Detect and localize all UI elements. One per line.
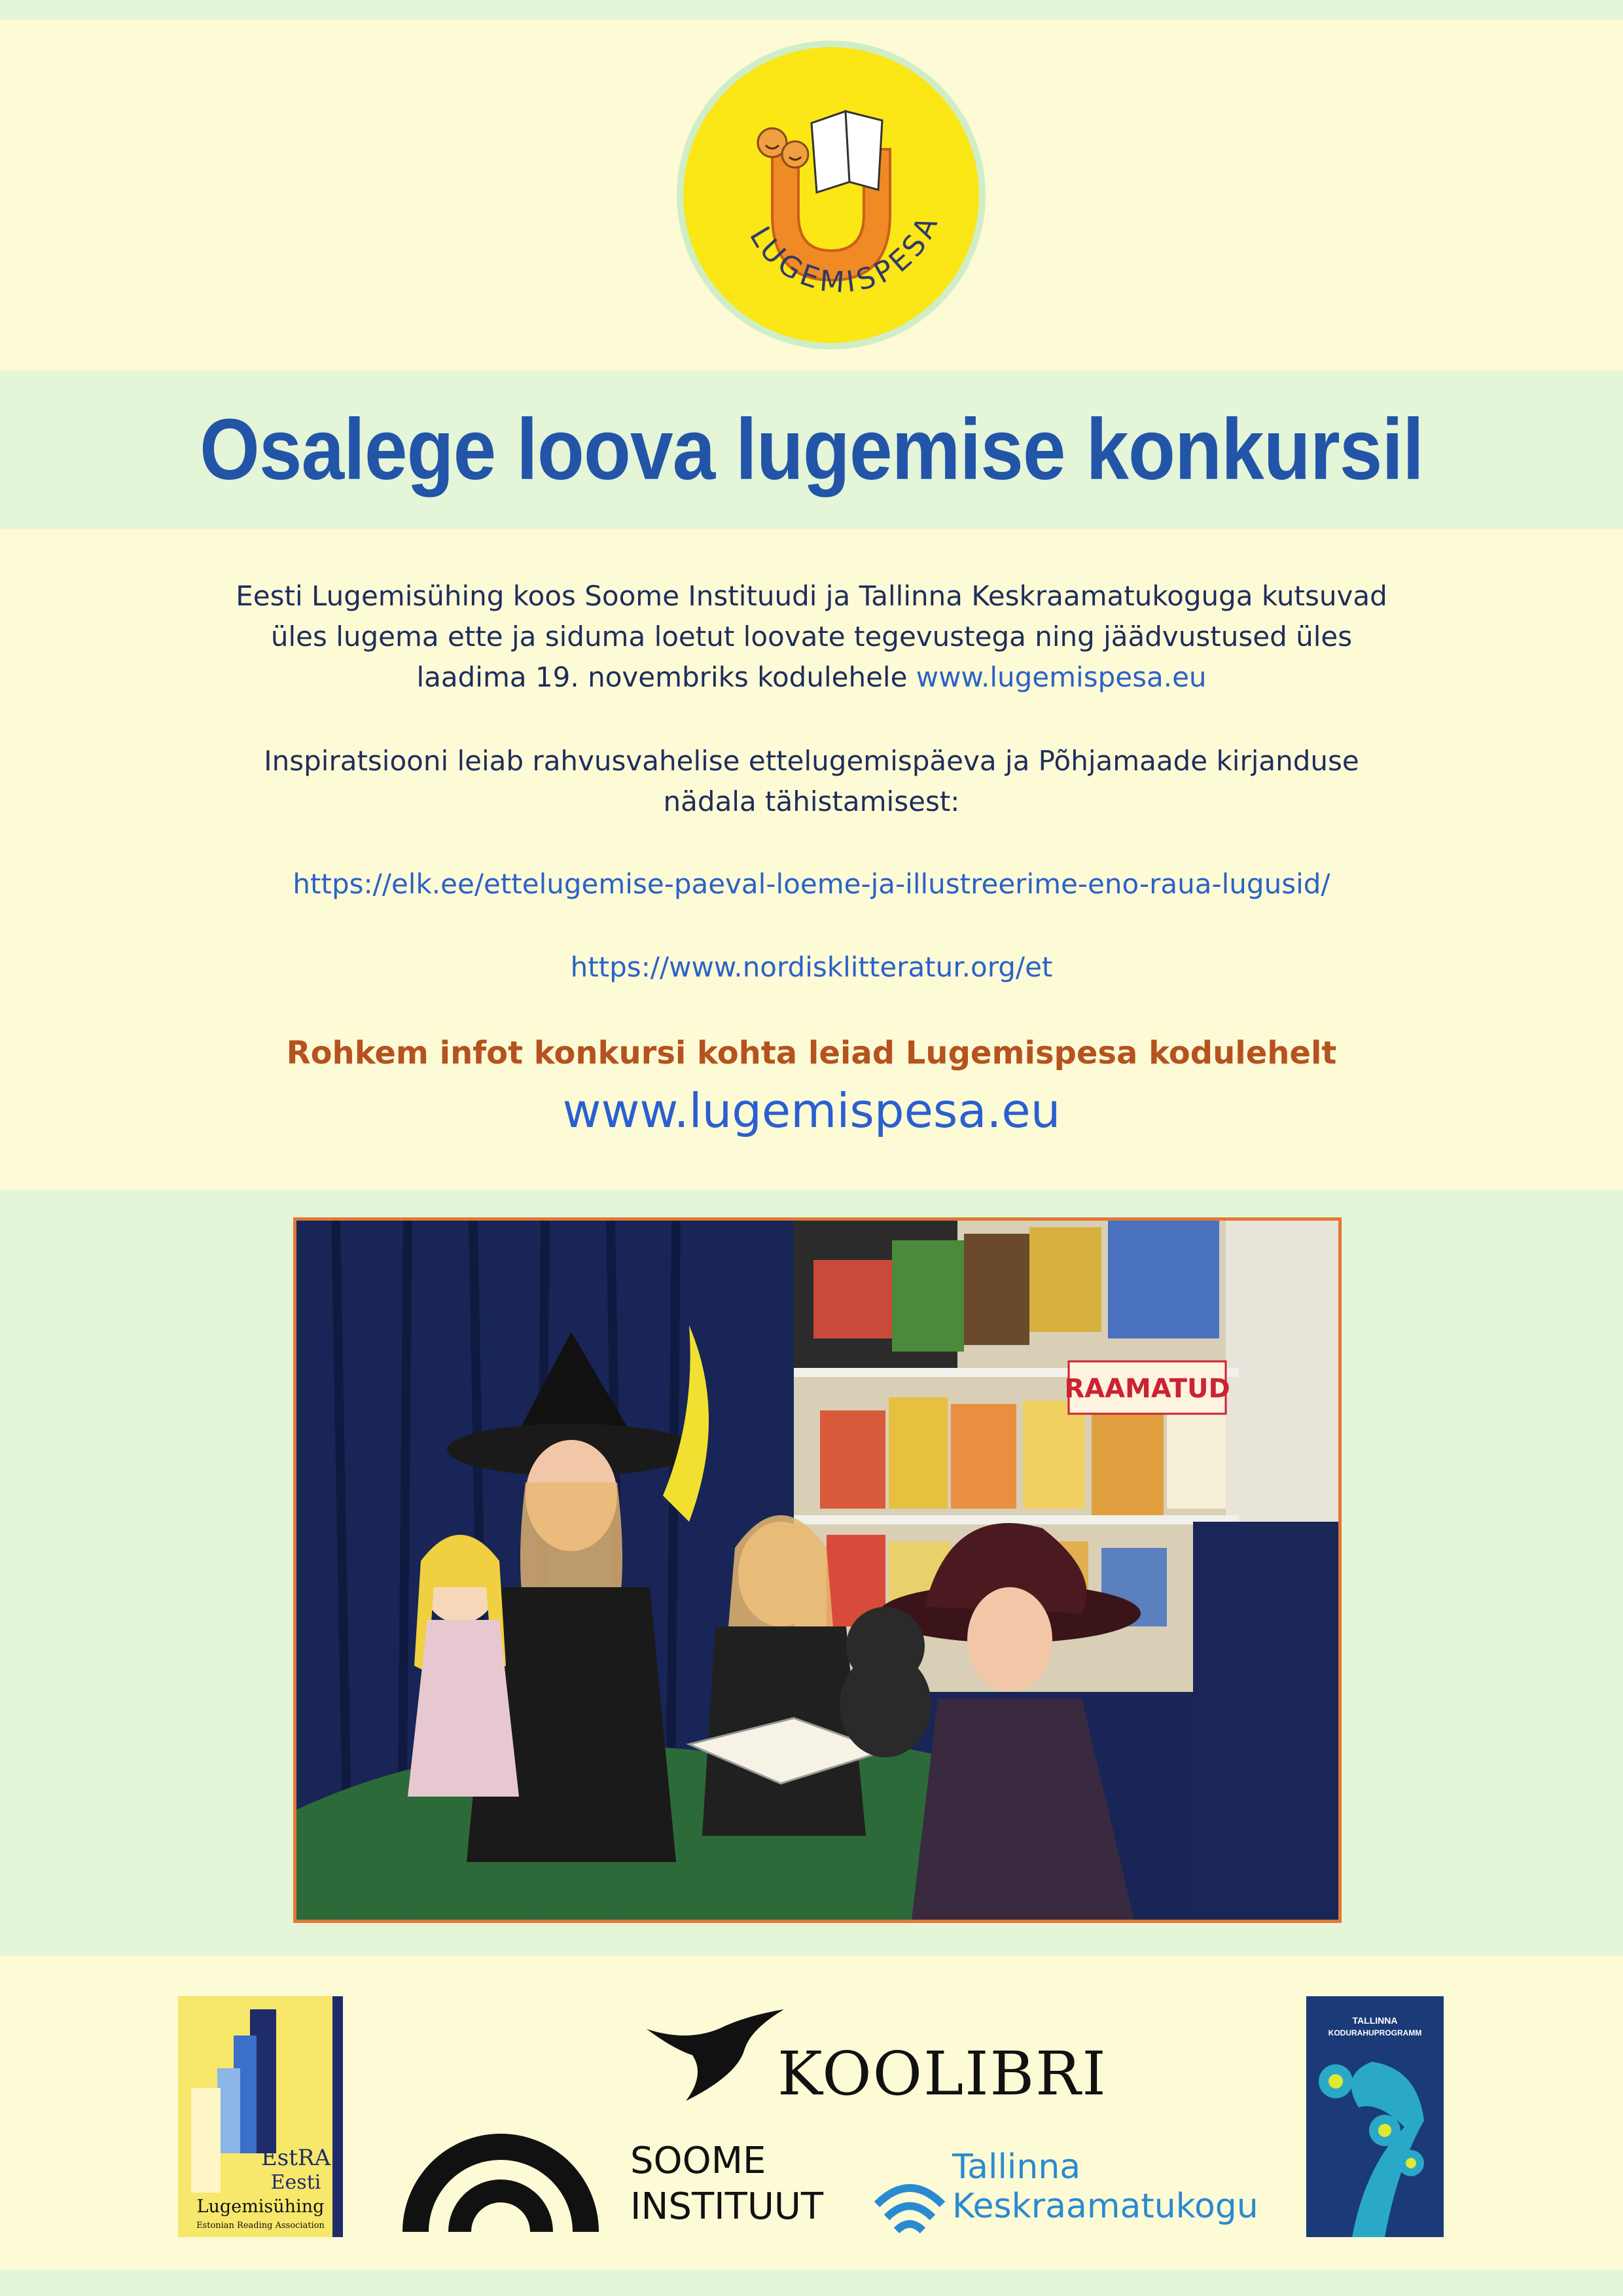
inspiration-paragraph <box>105 741 1518 822</box>
intro-website-link[interactable]: www.lugemispesa.eu <box>916 661 1207 693</box>
children-reading-photo <box>296 1221 1338 1920</box>
lugemispesa-logo <box>674 38 988 352</box>
tkp-line-2: KODURAHUPROGRAMM <box>1328 2028 1422 2037</box>
inspiration-line-2: nädala tähistamisest: <box>663 785 960 817</box>
tallinna-kodurahuprogramm-logo <box>1306 1996 1444 2237</box>
intro-paragraph <box>105 576 1518 698</box>
koolibri-text: KOOLIBRI <box>777 2039 1107 2109</box>
tallinna-keskraamatukogu-logo <box>870 2132 1258 2237</box>
more-info-text: Rohkem infot konkursi kohta leiad Lugemispesa kodulehelt <box>286 1035 1337 1071</box>
nordisk-link[interactable]: https://www.nordisklitteratur.org/et <box>570 951 1053 983</box>
tkk-line-1: Tallinna <box>952 2147 1081 2187</box>
elk-link[interactable]: https://elk.ee/ettelugemise-paeval-loeme-ja-illustreerime-eno-raua-lugusid/ <box>293 868 1330 900</box>
soome-line-1: SOOME <box>630 2140 766 2182</box>
soome-instituut-logo <box>402 2121 824 2238</box>
intro-line-3: laadima 19. novembriks kodulehele www.lugemispesa.eu <box>416 661 1207 693</box>
tkp-line-1: TALLINNA <box>1352 2015 1398 2026</box>
tkk-line-2: Keskraamatukogu <box>952 2187 1258 2226</box>
estra-line-1: Eesti <box>270 2171 321 2194</box>
logo-text: LUGEMISPESA <box>743 208 946 300</box>
page-title: Osalege loova lugemise konkursil <box>200 401 1423 498</box>
shelf-sign-text: RAAMATUD <box>1064 1374 1230 1404</box>
estra-logo <box>178 1996 343 2237</box>
inspiration-line-1: Inspiratsiooni leiab rahvusvahelise ettelugemispäeva ja Põhjamaade kirjanduse <box>264 745 1359 777</box>
soome-line-2: INSTITUUT <box>630 2185 824 2228</box>
title-band <box>0 370 1623 529</box>
koolibri-logo <box>647 2003 1107 2109</box>
estra-brand: EstRA <box>260 2145 331 2171</box>
estra-line-3: Estonian Reading Association <box>196 2221 325 2231</box>
intro-line-2: üles lugema ette ja siduma loetut loovate tegevustega ning jäädvustused üles <box>270 620 1353 653</box>
hummingbird-icon <box>647 2009 784 2101</box>
photo-frame <box>293 1217 1342 1923</box>
intro-line-1: Eesti Lugemisühing koos Soome Instituudi ja Tallinna Keskraamatukoguga kutsuvad <box>236 580 1387 612</box>
estra-line-2: Lugemisühing <box>196 2197 325 2217</box>
website-link[interactable]: www.lugemispesa.eu <box>562 1083 1061 1138</box>
